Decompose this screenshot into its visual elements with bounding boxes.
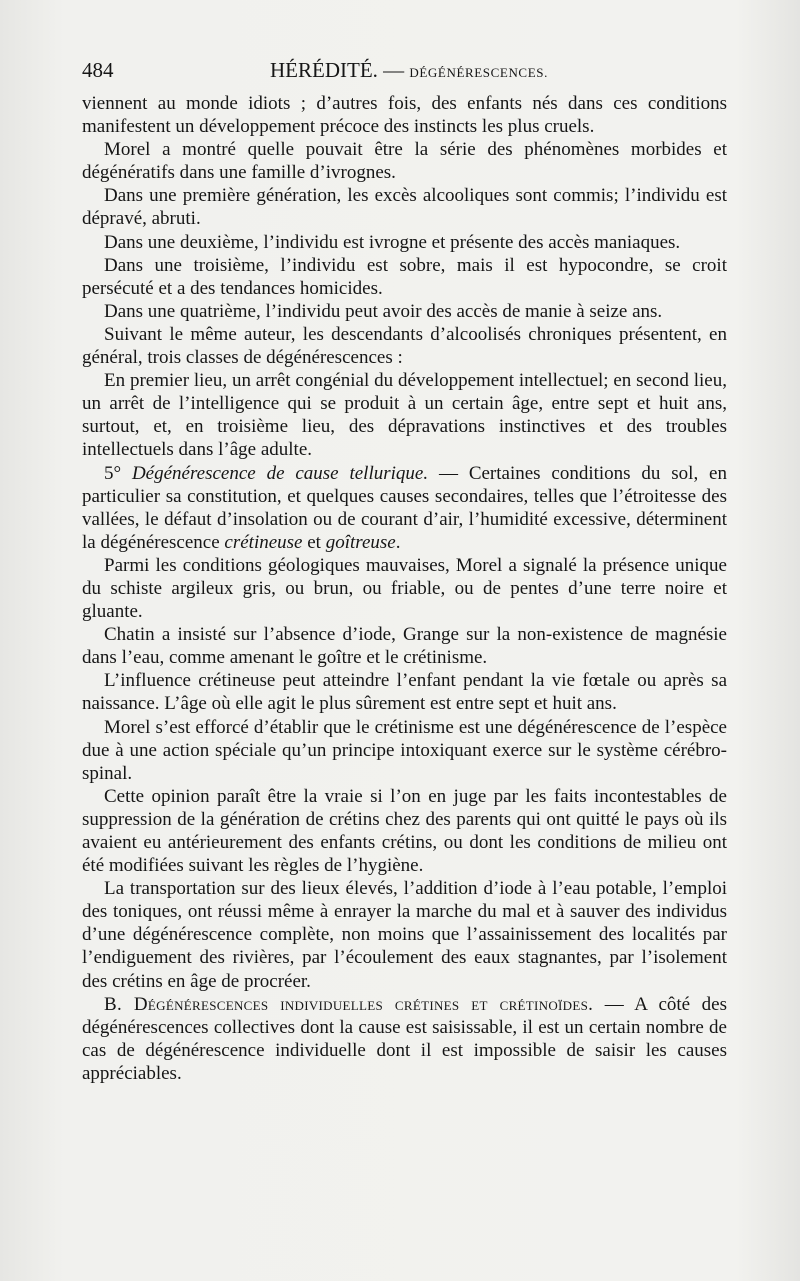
body-text <box>82 92 727 1085</box>
title-main: HÉRÉDITÉ. <box>270 58 378 82</box>
section-number: 5° <box>104 462 132 484</box>
running-head <box>82 58 727 86</box>
paragraph-7: Suivant le même auteur, les descendants d’alcoolisés chroniques présentent, en général, trois classes de dégénérescences : <box>82 323 727 369</box>
section-heading-b: B. Dégénérescences individuelles crétines et crétinoïdes. <box>104 993 594 1015</box>
paragraph-2: Morel a montré quelle pouvait être la série des phénomènes morbides et dégénératifs dans une famille d’ivrognes. <box>82 139 727 184</box>
paragraph-14: Cette opinion paraît être la vraie si l’on en juge par les faits incontestables de suppression de la génération de crétins chez des parents qui ont quitté le pays où ils avaient eu antérieurement des enfants crétins, ou dont les conditions de milieu ont été modifiées suivant les règles de l’hygiène. <box>82 785 727 877</box>
title-dash: — <box>377 58 410 82</box>
paragraph-9: 5° Dégénérescence de cause tellurique. — Certaines conditions du sol, en particulier sa constitution, et quelques causes secondaires, telles que l’étroitesse des vallées, le défaut d’insolation ou de courant d’air, l’humidité excessive, déterminent la dégénérescence crétineuse et goîtreuse. <box>82 462 727 553</box>
paragraph-16: B. Dégénérescences individuelles crétines et crétinoïdes. — A côté des dégénérescences collectives dont la cause est saisissable, il est un certain nombre de cas de dégénérescence individuelle dont il est impossible de saisir les causes appréciables. <box>82 993 727 1084</box>
paragraph-4: Dans une deuxième, l’individu est ivrogne et présente des accès maniaques. <box>104 231 681 253</box>
paragraph-12: L’influence crétineuse peut atteindre l’enfant pendant la vie fœtale ou après sa naissance. L’âge où elle agit le plus sûrement est entre sept et huit ans. <box>82 670 727 715</box>
page-number: 484 <box>82 58 114 82</box>
section-title: Dégénérescence de cause tellurique. <box>131 462 429 484</box>
paragraph-6: Dans une quatrième, l’individu peut avoir des accès de manie à seize ans. <box>104 300 663 322</box>
paragraph-8: En premier lieu, un arrêt congénial du développement intellectuel; en second lieu, un arrêt de l’intelligence qui se produit à un certain âge, entre sept et huit ans, surtout, et, en troisième lieu, des dépravations instinctives et des troubles intellectuels dans l’âge adulte. <box>82 370 727 461</box>
paragraph-11: Chatin a insisté sur l’absence d’iode, Grange sur la non-existence de magnésie dans l’eau, comme amenant le goître et le crétinisme. <box>82 624 727 669</box>
title-sub: DÉGÉNÉRESCENCES. <box>409 65 548 80</box>
paragraph-3: Dans une première génération, les excès alcooliques sont commis; l’individu est dépravé, abruti. <box>82 185 727 230</box>
running-title <box>270 58 548 83</box>
paragraph-1: viennent au monde idiots ; d’autres fois, des enfants nés dans ces conditions manifestent un développement précoce des instincts les plus cruels. <box>82 93 727 138</box>
paragraph-10: Parmi les conditions géologiques mauvaises, Morel a signalé la présence unique du schiste argileux gris, ou brun, ou friable, ou de pentes d’une terre noire et gluante. <box>82 554 727 623</box>
paragraph-15: La transportation sur des lieux élevés, l’addition d’iode à l’eau potable, l’emploi des toniques, ont réussi même à enrayer la marche du mal et à sauver des individus d’une dégénérescence complète, non moins que l’assainissement des localités par l’endiguement des rivières, par l’écoulement des eaux stagnantes, par l’isolement des crétins en âge de procréer. <box>82 878 727 992</box>
paragraph-5: Dans une troisième, l’individu est sobre, mais il est hypocondre, se croit persécuté et a des tendances homicides. <box>82 254 727 299</box>
paragraph-13: Morel s’est efforcé d’établir que le crétinisme est une dégénérescence de l’espèce due à une action spéciale qu’un principe intoxiquant exerce sur le système cérébro-spinal. <box>82 716 727 784</box>
